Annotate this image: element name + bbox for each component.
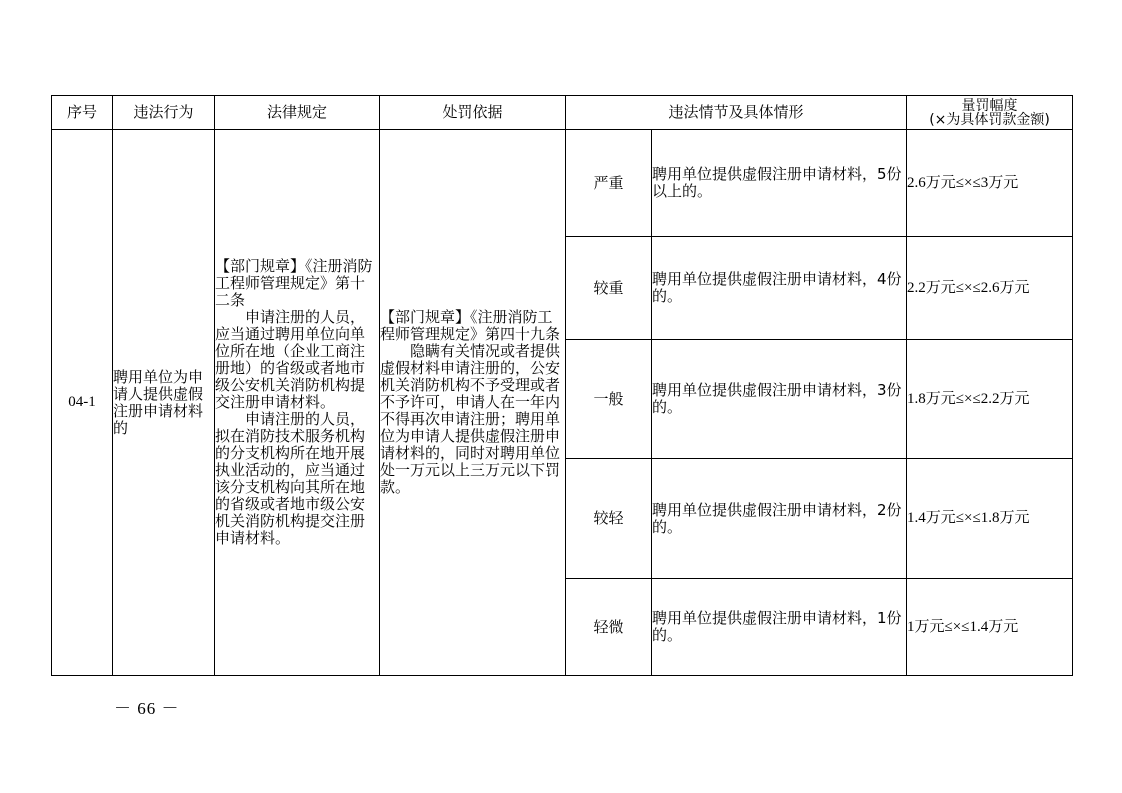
severity-level: 较轻 <box>566 459 652 579</box>
basis-cell <box>380 130 566 676</box>
header-serial: 序号 <box>52 96 113 130</box>
violation-cell: 聘用单位为申请人提供虚假注册申请材料的 <box>113 130 215 676</box>
severity-level: 严重 <box>566 130 652 237</box>
basis-paragraph: 隐瞒有关情况或者提供虚假材料申请注册的，公安机关消防机构不予受理或者不予许可，申请人在一年内不得再次申请注册；聘用单位为申请人提供虚假注册申请材料的，同时对聘用单位处一万元以上三万元以下罚款。 <box>380 342 561 496</box>
header-basis: 处罚依据 <box>380 96 566 130</box>
law-paragraph: 【部门规章】《注册消防工程师管理规定》第十二条 <box>215 257 373 309</box>
fine-range: 1万元≤×≤1.4万元 <box>907 579 1073 676</box>
severity-detail: 聘用单位提供虚假注册申请材料，3份的。 <box>652 340 907 459</box>
page-number: － 66 － <box>114 699 180 718</box>
header-law: 法律规定 <box>215 96 380 130</box>
law-paragraph: 申请注册的人员，应当通过聘用单位向单位所在地（企业工商注册地）的省级或者地市级公安机关消防机构提交注册申请材料。 <box>215 308 366 411</box>
law-cell <box>215 130 380 676</box>
severity-level: 轻微 <box>566 579 652 676</box>
penalty-table <box>51 95 1073 676</box>
header-penalty <box>907 96 1073 130</box>
header-violation: 违法行为 <box>113 96 215 130</box>
fine-range: 2.2万元≤×≤2.6万元 <box>907 237 1073 340</box>
law-paragraph: 申请注册的人员，拟在消防技术服务机构的分支机构所在地开展执业活动的，应当通过该分支机构向其所在地的省级或者地市级公安机关消防机构提交注册申请材料。 <box>215 410 366 547</box>
header-circumstance: 违法情节及具体情形 <box>566 96 907 130</box>
fine-range: 1.4万元≤×≤1.8万元 <box>907 459 1073 579</box>
header-penalty-line2: (×为具体罚款金额) <box>929 111 1050 128</box>
severity-detail: 聘用单位提供虚假注册申请材料，4份的。 <box>652 237 907 340</box>
fine-range: 1.8万元≤×≤2.2万元 <box>907 340 1073 459</box>
severity-level: 较重 <box>566 237 652 340</box>
table-row <box>52 130 1073 237</box>
header-penalty-line1: 量罚幅度 <box>961 97 1018 114</box>
severity-detail: 聘用单位提供虚假注册申请材料，2份的。 <box>652 459 907 579</box>
severity-detail: 聘用单位提供虚假注册申请材料，1份的。 <box>652 579 907 676</box>
serial-cell: 04-1 <box>52 130 113 676</box>
header-row <box>52 96 1073 130</box>
basis-paragraph: 【部门规章】《注册消防工程师管理规定》第四十九条 <box>380 308 561 343</box>
fine-range: 2.6万元≤×≤3万元 <box>907 130 1073 237</box>
severity-level: 一般 <box>566 340 652 459</box>
severity-detail: 聘用单位提供虚假注册申请材料，5份以上的。 <box>652 130 907 237</box>
